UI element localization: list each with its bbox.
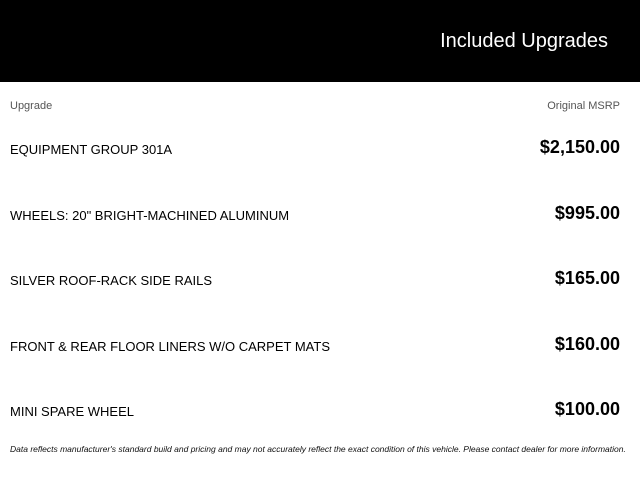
upgrade-name: MINI SPARE WHEEL — [10, 404, 135, 419]
upgrade-price: $100.00 — [554, 399, 620, 419]
upgrade-price: $165.00 — [554, 268, 620, 288]
list-item — [0, 246, 640, 312]
upgrade-name: FRONT & REAR FLOOR LINERS W/O CARPET MATS — [10, 338, 330, 354]
column-header-msrp: Original MSRP — [547, 100, 620, 112]
upgrades-list — [0, 115, 640, 443]
upgrade-price: $160.00 — [554, 333, 620, 354]
header-bar — [0, 0, 640, 82]
list-item — [0, 312, 640, 378]
list-item — [0, 377, 640, 443]
page-title: Included Upgrades — [440, 30, 608, 52]
upgrade-name: WHEELS: 20" BRIGHT-MACHINED ALUMINUM — [10, 207, 290, 223]
upgrade-name: SILVER ROOF-RACK SIDE RAILS — [10, 273, 213, 288]
disclaimer-text: Data reflects manufacturer's standard build and pricing and may not accurately reflect the exact condition of this vehicle. Please contact dealer for more information. — [10, 444, 626, 454]
list-item — [0, 181, 640, 247]
column-header-upgrade: Upgrade — [10, 100, 53, 112]
upgrade-name: EQUIPMENT GROUP 301A — [10, 142, 173, 157]
upgrade-price: $995.00 — [554, 202, 620, 223]
list-item — [0, 115, 640, 181]
upgrade-price: $2,150.00 — [539, 137, 620, 157]
